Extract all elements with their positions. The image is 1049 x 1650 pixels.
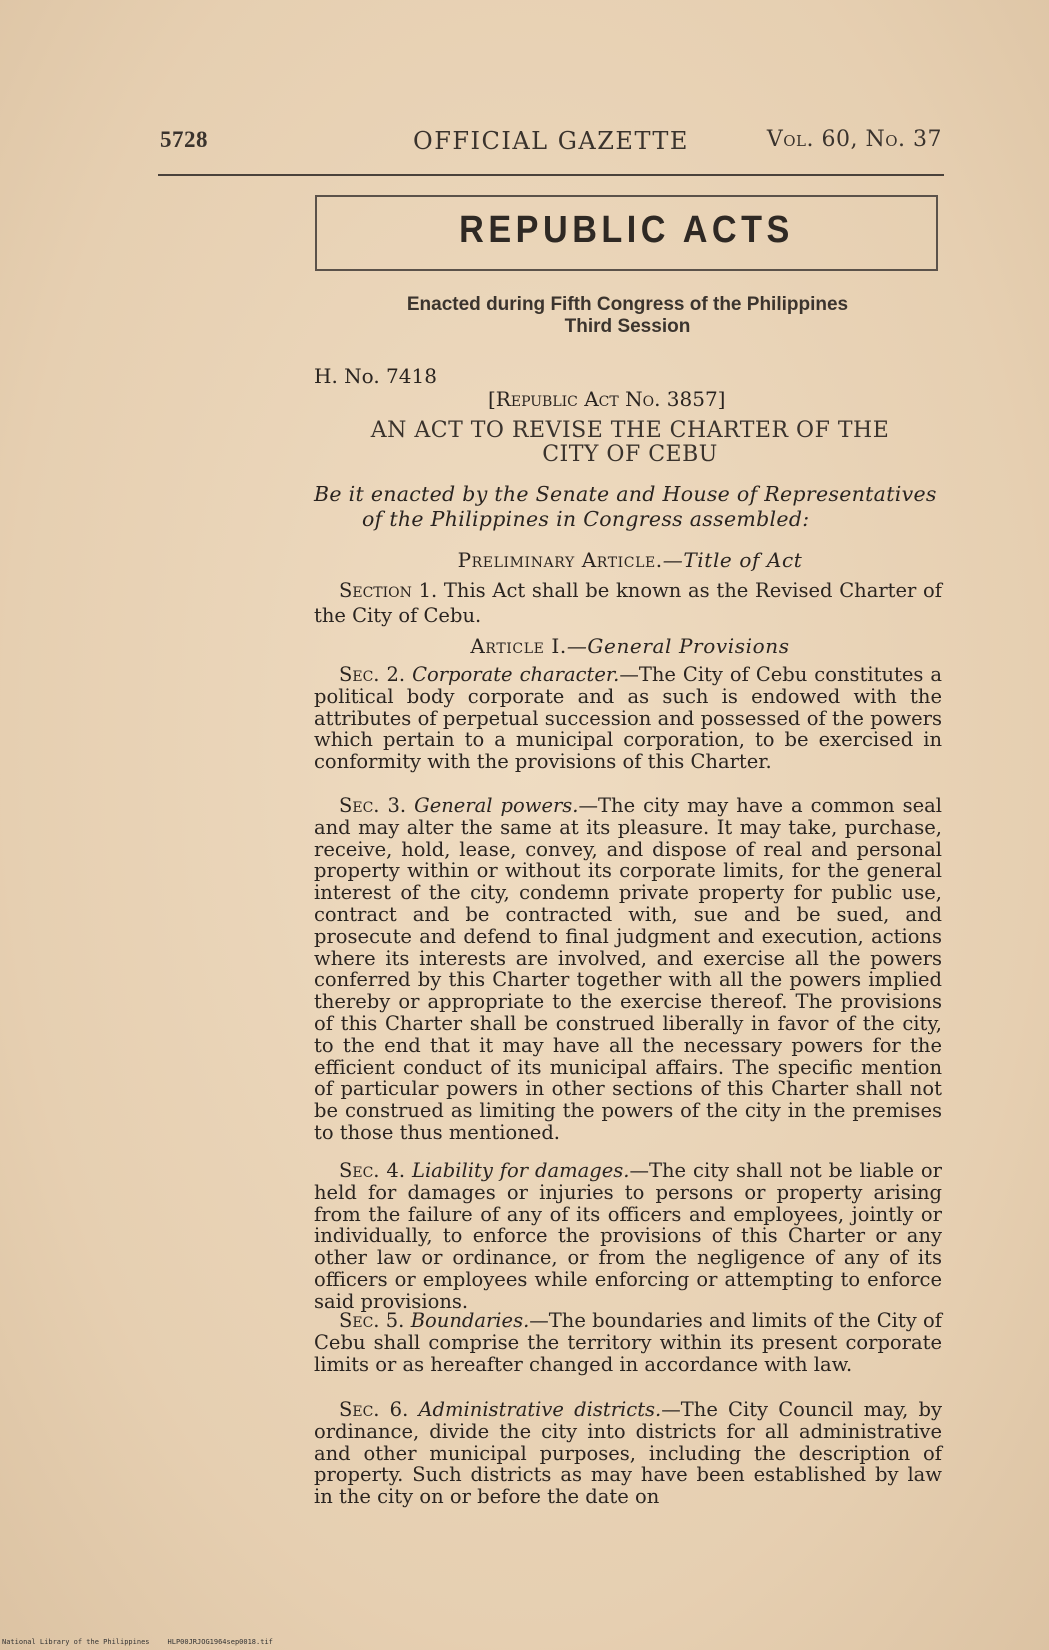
section-banner — [315, 195, 938, 271]
section-number: Section 1. — [339, 579, 438, 602]
preliminary-article-label: Preliminary Article. — [457, 548, 663, 572]
section-number: Sec. 5. — [339, 1309, 405, 1332]
running-header — [160, 127, 942, 159]
section-text: —The City Council may, by ordinance, divide the city into districts for all administrative and other municipal purposes, including the description of property. Such districts as may have been established by law in the city on or before the date on — [314, 1398, 942, 1509]
section-2 — [314, 664, 942, 773]
volume-number: Vol. 60, No. 37 — [766, 127, 942, 152]
section-text: —The city shall not be liable or held for damages or injuries to persons or property arising from the failure of any of its officers and employees, jointly or individually, to enforce the provisions of this Charter or any other law or ordinance, or from the negligence of any of its officers or employees while enforcing or attempting to enforce said provisions. — [314, 1159, 942, 1313]
footer-library: National Library of the Philippines — [2, 1638, 150, 1646]
section-heading: Liability for damages. — [412, 1159, 630, 1182]
section-heading: Administrative districts. — [418, 1398, 662, 1421]
enacting-clause — [314, 482, 946, 532]
enactment-line-2: Third Session — [564, 316, 691, 337]
section-number: Sec. 3. — [339, 794, 407, 817]
section-heading: Boundaries. — [410, 1309, 530, 1332]
section-6 — [314, 1399, 942, 1508]
republic-act-number: [Republic Act No. 3857] — [488, 387, 726, 411]
section-number: Sec. 2. — [339, 663, 406, 686]
section-heading: General powers. — [414, 794, 579, 817]
house-bill-number: H. No. 7418 — [314, 364, 437, 388]
section-5 — [314, 1310, 942, 1375]
article-1-title: —General Provisions — [566, 634, 790, 658]
section-3 — [314, 795, 942, 1144]
header-rule — [158, 174, 944, 176]
footer-file: HLP00JRJOG1964sep0018.tif — [167, 1638, 273, 1646]
section-1 — [314, 578, 942, 628]
article-1-label: Article I. — [470, 634, 567, 658]
section-number: Sec. 4. — [339, 1159, 406, 1182]
section-4 — [314, 1160, 942, 1313]
section-text: —The boundaries and limits of the City of Cebu shall comprise the territory within its present corporate limits or as hereafter changed in accordance with law. — [314, 1309, 943, 1376]
section-text: —The City of Cebu constitutes a political body corporate and as such is endowed with the attributes of perpetual succession and possessed of the powers which pertain to a municipal corporation, to be exercised in conformity with the provisions of this Charter. — [314, 663, 942, 774]
banner-title: REPUBLIC ACTS — [459, 209, 794, 251]
preliminary-article-heading — [330, 548, 930, 572]
act-title-line-2: CITY OF CEBU — [542, 442, 718, 467]
scan-footer — [2, 1638, 273, 1646]
preliminary-article-title: —Title of Act — [662, 548, 803, 572]
act-title — [330, 419, 930, 467]
enacting-clause-line-2: of the Philippines in Congress assembled: — [362, 507, 810, 531]
section-text: —The city may have a common seal and may alter the same at its pleasure. It may take, purchase, receive, hold, lease, convey, and dispose of real and personal property within or without its corporate limits, for the general interest of the city, condemn private property for public use, contract and be contracted with, sue and be sued, and prosecute and defend to final judgment and execution, actions where its interests are involved, and exercise all the powers conferred by this Charter together with all the powers implied thereby or appropriate to the exercise thereof. The provisions of this Charter shall be construed liberally in favor of the city, to the end that it may have all the necessary powers for the efficient conduct of its municipal affairs. The specific mention of particular powers in other sections of this Charter shall not be construed as limiting the powers of the city in the premises to those thus mentioned. — [314, 794, 942, 1144]
enactment-line-1: Enacted during Fifth Congress of the Philippines — [406, 294, 849, 315]
section-text: This Act shall be known as the Revised Charter of the City of Cebu. — [314, 579, 942, 627]
publication-title: OFFICIAL GAZETTE — [413, 127, 689, 155]
section-heading: Corporate character. — [412, 663, 620, 686]
enactment-note — [315, 294, 940, 338]
enacting-clause-line-1: Be it enacted by the Senate and House of Representatives — [314, 482, 937, 506]
page-number: 5728 — [160, 127, 208, 152]
article-1-heading — [330, 634, 930, 658]
section-number: Sec. 6. — [339, 1398, 409, 1421]
act-title-line-1: AN ACT TO REVISE THE CHARTER OF THE — [370, 418, 890, 443]
